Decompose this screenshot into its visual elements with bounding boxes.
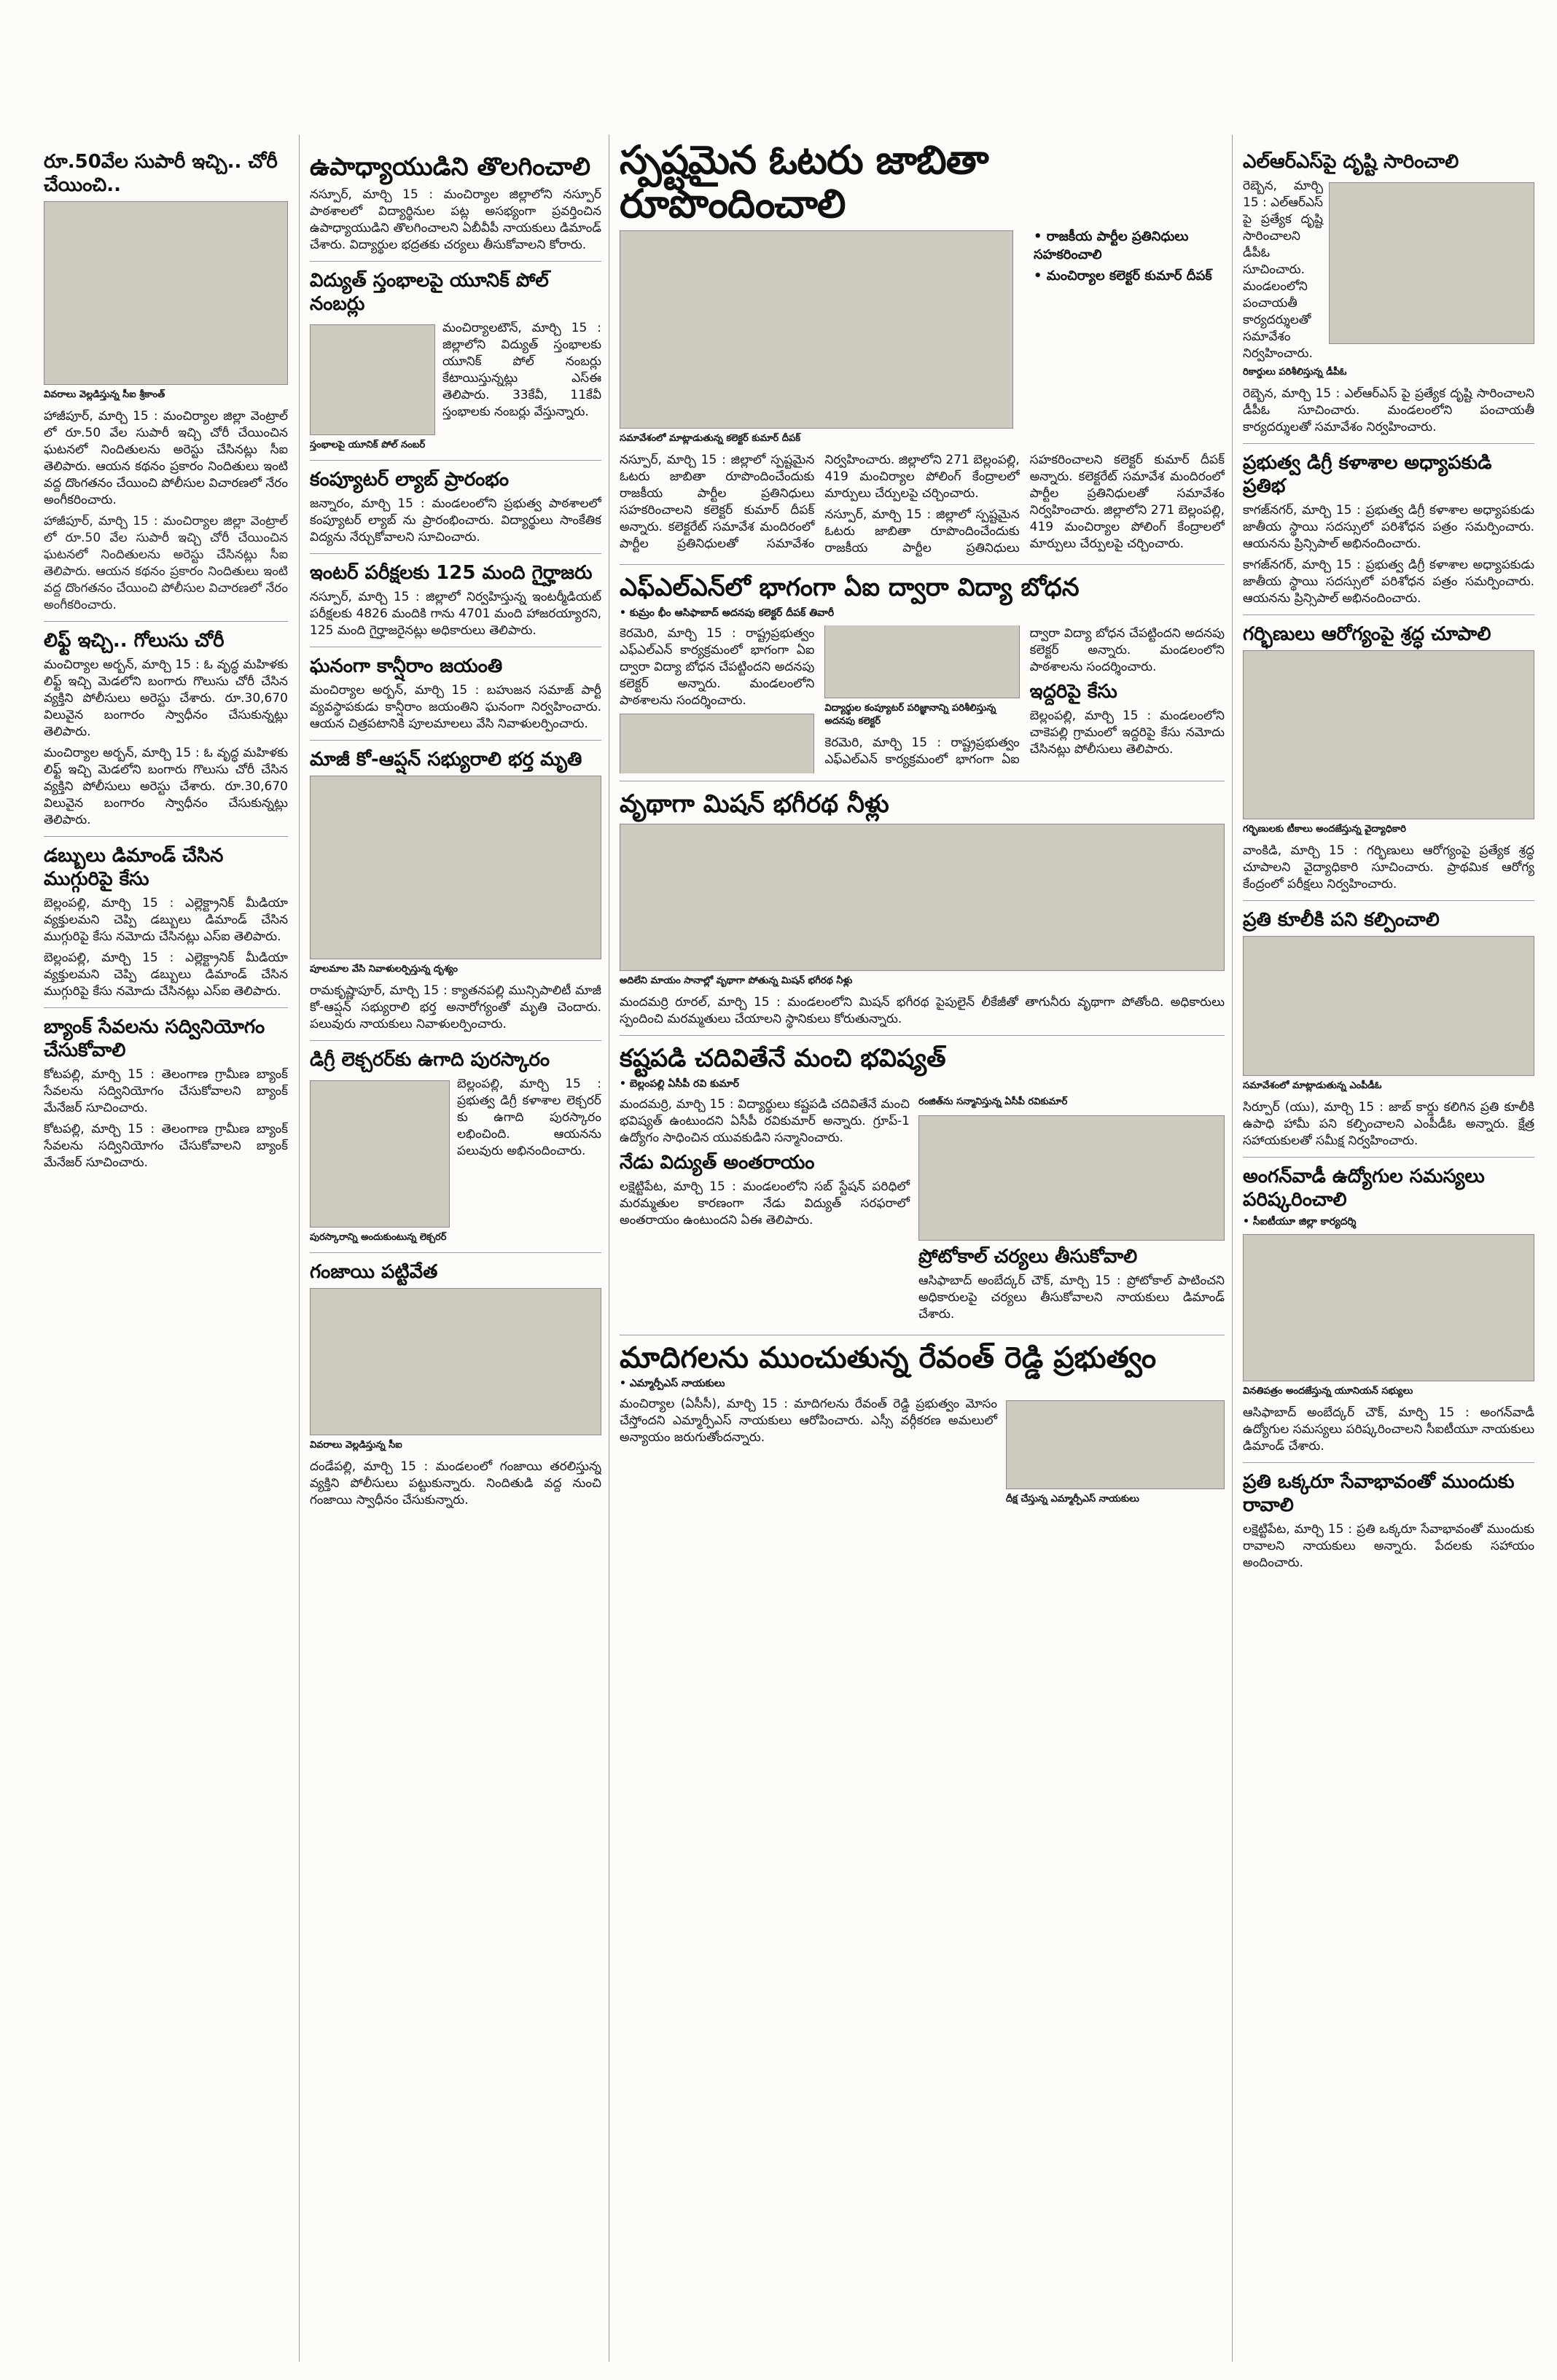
divider: [44, 621, 288, 622]
column-1: [44, 146, 288, 2358]
photo-caption: సమావేశంలో మాట్లాడుతున్న ఎంపీడీఓ: [1243, 1080, 1382, 1091]
photo-caption: వివరాలు వెల్లడిస్తున్న సీఐ: [310, 1440, 402, 1451]
headline: ప్రభుత్వ డిగ్రీ కళాశాల అధ్యాపకుడి ప్రతిభ: [1243, 452, 1492, 497]
divider: [620, 564, 1225, 565]
divider: [44, 836, 288, 837]
article-text: జన్నారం, మార్చి 15 : మండలంలోని ప్రభుత్వ పాఠశాలలో కంప్యూటర్ ల్యాబ్ ను ప్రారంభించారు. విద్యార్థులు సాంకేతిక విద్యను నేర్చుకోవాలని సూచించారు.: [310, 496, 601, 545]
headline: ఘనంగా కాన్షీరాం జయంతి: [310, 655, 503, 677]
news-photo: [310, 1288, 601, 1435]
headline: డబ్బులు డిమాండ్ చేసిన ముగ్గురిపై కేసు: [44, 845, 224, 890]
headline: లిఫ్ట్ ఇచ్చి.. గోలుసు చోరీ: [44, 630, 225, 652]
headline: మాజీ కో-ఆప్షన్ సభ్యురాలి భర్త మృతి: [310, 749, 582, 770]
photo-caption: రంజిత్‌ను సన్మానిస్తున్న ఏసీపీ రవికుమార్: [918, 1096, 1068, 1108]
photo-caption: సమావేశంలో మాట్లాడుతున్న కలెక్టర్ కుమార్ దీపక్: [620, 433, 800, 444]
news-photo: [310, 1080, 450, 1228]
byline: • బెల్లంపల్లి ఏసీపీ రవి కుమార్: [620, 1078, 739, 1090]
photo-caption: పురస్కారాన్ని అందుకుంటున్న లెక్చరర్: [310, 1232, 447, 1243]
news-photo: [1006, 1400, 1225, 1489]
news-photo: [1329, 182, 1534, 344]
column-4: [1243, 146, 1534, 2358]
news-photo: [918, 1115, 1225, 1241]
article-text: మంచిర్యాల అర్బన్, మార్చి 15 : ఓ వృద్ధ మహిళకు లిఫ్ట్ ఇచ్చి మెడలోని బంగారు గొలుసు చోరీ చేసిన వ్యక్తిని పోలీసులు అరెస్టు చేశారు. రూ.30,670 విలువైన బంగారం స్వాధీనం చేసుకున్నట్లు తెలిపారు.: [44, 746, 288, 827]
article-text: కాగజ్‌నగర్, మార్చి 15 : ప్రభుత్వ డిగ్రీ కళాశాల అధ్యాపకుడు జాతీయ స్థాయి సదస్సులో పరిశోధన పత్రం సమర్పించారు. ఆయనను ప్రిన్సిపాల్ అభినందించారు.: [1243, 503, 1534, 551]
article-text: మంచిర్యాలటౌన్, మార్చి 15 : జిల్లాలోని విద్యుత్ స్తంభాలకు యూనిక్ పోల్ నంబర్లు కేటాయిస్తున్నట్లు ఎస్ఈ తెలిపారు. 33కేవీ, 11కేవీ స్తంభాలకు నంబర్లు వేస్తున్నారు.: [442, 321, 601, 419]
article-text: నస్పూర్, మార్చి 15 : మంచిర్యాల జిల్లాలోని నస్పూర్ పాఠశాలలో విద్యార్థినుల పట్ల అసభ్యంగా ప్రవర్తించిన ఉపాధ్యాయుడిని తొలగించాలని ఏబీవీపీ నాయకులు డిమాండ్ చేశారు. విద్యార్థుల భద్రతకు చర్యలు తీసుకోవాలని కోరారు.: [310, 187, 601, 252]
headline: ఉపాధ్యాయుడిని తొలగించాలి: [310, 152, 591, 182]
news-photo: [620, 230, 1013, 429]
photo-caption: దీక్ష చేస్తున్న ఎమ్మార్పీఎస్ నాయకులు: [1006, 1494, 1139, 1505]
article-text: మంచిర్యాల అర్బన్, మార్చి 15 : ఓ వృద్ధ మహిళకు లిఫ్ట్ ఇచ్చి మెడలోని బంగారు గొలుసు చోరీ చేసిన వ్యక్తిని పోలీసులు అరెస్టు చేశారు. రూ.30,670 విలువైన బంగారం స్వాధీనం చేసుకున్నట్లు తెలిపారు.: [44, 658, 288, 739]
article-text: వాంకిడి, మార్చి 15 : గర్భిణులు ఆరోగ్యంపై ప్రత్యేక శ్రద్ధ చూపాలని వైద్యాధికారి సూచించారు. ప్రాథమిక ఆరోగ్య కేంద్రంలో పరీక్షలు నిర్వహించారు.: [1243, 843, 1534, 891]
article-text: కోటపల్లి, మార్చి 15 : తెలంగాణ గ్రామీణ బ్యాంక్ సేవలను సద్వినియోగం చేసుకోవాలని బ్యాంక్ మేనేజర్ సూచించారు.: [44, 1067, 288, 1115]
divider: [310, 460, 601, 461]
article-text: హాజీపూర్, మార్చి 15 : మంచిర్యాల జిల్లా వెంట్రాల్ లో రూ.50 వేల సుపారీ ఇచ్చి చోరీ చేయించిన ఘటనలో నిందితులను అరెస్టు చేసినట్లు సీఐ తెలిపారు. ఆయన కథనం ప్రకారం నిందితులు ఇంటి వద్ద దొంగతనం చేయించి పోలీసుల విచారణలో నేరం అంగీకరించారు.: [44, 514, 288, 612]
article-text: సిర్పూర్ (యు), మార్చి 15 : జాబ్ కార్డు కలిగిన ప్రతి కూలీకి ఉపాధి హామీ పని కల్పించాలని ఎంపీడీఓ అన్నారు. క్షేత్ర సహాయకులతో సమీక్ష నిర్వహించారు.: [1243, 1100, 1534, 1148]
divider: [310, 1040, 601, 1041]
headline: ఇద్దరిపై కేసు: [1029, 681, 1117, 703]
headline: ఇంటర్ పరీక్షలకు 125 మంది గైర్హాజరు: [310, 562, 593, 584]
headline: నేడు విద్యుత్ అంతరాయం: [620, 1152, 815, 1174]
divider: [1243, 1157, 1534, 1158]
divider: [310, 740, 601, 741]
news-photo: [44, 201, 288, 385]
news-photo: [310, 776, 601, 959]
headline: డిగ్రీ లెక్చరర్‌కు ఉగాది పురస్కారం: [310, 1049, 550, 1071]
article-text: బెల్లంపల్లి, మార్చి 15 : మండలంలోని చాకెపల్లి గ్రామంలో ఇద్దరిపై కేసు నమోదు చేసినట్లు పోలీసులు తెలిపారు.: [1029, 709, 1225, 757]
photo-caption: పూలమాల వేసి నివాళులర్పిస్తున్న దృశ్యం: [310, 964, 458, 975]
subhead-bullet: • మంచిర్యాల కలెక్టర్ కుమార్ దీపక్: [1034, 268, 1212, 284]
column-rule: [299, 135, 300, 2362]
divider: [1243, 443, 1534, 444]
article-text: రెబ్బెన, మార్చి 15 : ఎల్ఆర్ఎస్ పై ప్రత్యేక దృష్టి సారించాలని డీపీఓ సూచించారు. మండలంలోని పంచాయతీ కార్యదర్శులతో సమావేశం నిర్వహించారు.: [1243, 386, 1534, 434]
article-text: ఆసిఫాబాద్ అంబేద్కర్ చౌక్, మార్చి 15 : ప్రోటోకాల్ పాటించని అధికారులపై చర్యలు తీసుకోవాలని నాయకులు డిమాండ్ చేశారు.: [918, 1273, 1225, 1322]
headline: ప్రతి కూలీకి పని కల్పించాలి: [1243, 909, 1440, 931]
article-text: ఆసిఫాబాద్ అంబేద్కర్ చౌక్, మార్చి 15 : అంగన్‌వాడీ ఉద్యోగుల సమస్యలు పరిష్కరించాలని సీఐటీయూ నాయకులు డిమాండ్ చేశారు.: [1243, 1405, 1534, 1454]
article-text: లక్షెట్టిపేట, మార్చి 15 : మండలంలోని సబ్ స్టేషన్ పరిధిలో మరమ్మతుల కారణంగా నేడు విద్యుత్ సరఫరాలో అంతరాయం ఉంటుందని ఏఈ తెలిపారు.: [620, 1179, 910, 1228]
article-text: కెరమెరి, మార్చి 15 : రాష్ట్రప్రభుత్వం ఎఫ్ఎల్ఎన్ కార్యక్రమంలో భాగంగా ఏఐ ద్వారా విద్యా బోధన చేపట్టిందని అదనపు కలెక్టర్ అన్నారు. మండలంలోని పాఠశాలను సందర్శించారు.: [824, 626, 1225, 767]
article-text: హాజీపూర్, మార్చి 15 : మంచిర్యాల జిల్లా వెంట్రాల్ లో రూ.50 వేల సుపారీ ఇచ్చి చోరీ చేయించిన ఘటనలో నిందితులను అరెస్టు చేసినట్లు సీఐ తెలిపారు. ఆయన కథనం ప్రకారం నిందితులు ఇంటి వద్ద దొంగతనం చేయించి పోలీసుల విచారణలో నేరం అంగీకరించారు.: [44, 409, 288, 507]
headline: కష్టపడి చదివితేనే మంచి భవిష్యత్: [620, 1044, 946, 1074]
byline: • ఎమ్మార్పీఎస్ నాయకులు: [620, 1378, 725, 1390]
article-text: రామకృష్ణాపూర్, మార్చి 15 : క్యాతనపల్లి మున్సిపాలిటీ మాజీ కో-ఆప్షన్ సభ్యురాలి భర్త అనారోగ్యంతో మృతి చెందారు. పలువురు నాయకులు నివాళులర్పించారు.: [310, 983, 601, 1031]
news-photo: [1243, 650, 1534, 819]
column-rule: [1232, 135, 1233, 2362]
divider: [310, 1252, 601, 1253]
headline: రూ.50వేల సుపారీ ఇచ్చి.. చోరీ చేయించి..: [44, 151, 278, 196]
article-text: నస్పూర్, మార్చి 15 : జిల్లాలో స్పష్టమైన ఓటరు జాబితా రూపొందించేందుకు రాజకీయ పార్టీల ప్రతినిధులు సహకరించాలని కలెక్టర్ కుమార్ దీపక్ అన్నారు. కలెక్టరేట్ సమావేశ మందిరంలో పార్టీల ప్రతినిధులతో సమావేశం నిర్వహించారు. జిల్లాలోని 271 బెల్లంపల్లి, 419 మంచిర్యాల పోలింగ్ కేంద్రాలలో మార్పులు చేర్పులపై చర్చించారు.: [620, 453, 1020, 551]
divider: [1243, 614, 1534, 615]
article-text: రెబ్బెన, మార్చి 15 : ఎల్ఆర్ఎస్ పై ప్రత్యేక దృష్టి సారించాలని డీపీఓ సూచించారు. మండలంలోని పంచాయతీ కార్యదర్శులతో సమావేశం నిర్వహించారు.: [1243, 179, 1323, 361]
article-text: దండేపల్లి, మార్చి 15 : మండలంలో గంజాయి తరలిస్తున్న వ్యక్తిని పోలీసులు పట్టుకున్నారు. నిందితుడి వద్ద నుంచి గంజాయి స్వాధీనం చేసుకున్నారు.: [310, 1459, 601, 1507]
headline: గర్భిణులు ఆరోగ్యంపై శ్రద్ధ చూపాలి: [1243, 623, 1491, 645]
divider: [44, 1007, 288, 1008]
photo-caption: విద్యార్థుల కంప్యూటర్ పరిజ్ఞానాన్ని పరిశీలిస్తున్న అదనపు కలెక్టర్: [824, 702, 996, 727]
headline: మాదిగలను ముంచుతున్న రేవంత్ రెడ్డి ప్రభుత్వం: [620, 1341, 1157, 1376]
headline: విద్యుత్ స్తంభాలపై యూనిక్ పోల్ నంబర్లు: [310, 270, 549, 315]
article-text: నస్పూర్, మార్చి 15 : జిల్లాలో నిర్వహిస్తున్న ఇంటర్మీడియట్ పరీక్షలకు 4826 మందికి గాను 4701 మంది హాజరయ్యారని, 125 మంది గైర్హాజరైనట్లు అధికారులు తెలిపారు.: [310, 590, 601, 638]
headline: వృథాగా మిషన్ భగీరథ నీళ్లు: [620, 789, 889, 819]
lead-headline: స్పష్టమైన ఓటరు జాబితా రూపొందించాలి: [620, 138, 988, 227]
article-text: బెల్లంపల్లి, మార్చి 15 : ఎల్లెక్ట్రానిక్ మీడియా వ్యక్తులమని చెప్పి డబ్బులు డిమాండ్ చేసిన ముగ్గురిపై కేసు నమోదు చేసినట్లు ఎస్ఐ తెలిపారు.: [44, 896, 288, 944]
photo-caption: రికార్డులు పరిశీలిస్తున్న డీపీఓ: [1243, 367, 1347, 378]
headline: అంగన్‌వాడీ ఉద్యోగుల సమస్యలు పరిష్కరించాలి: [1243, 1166, 1485, 1211]
divider: [310, 261, 601, 262]
divider: [1243, 900, 1534, 901]
column-2: [310, 146, 601, 2358]
photo-caption: అదిలేని మాయం సానాల్లో వృథాగా పోతున్న మిషన్ భగీరథ నీళ్లు: [620, 975, 853, 987]
headline: కంప్యూటర్ ల్యాబ్ ప్రారంభం: [310, 469, 510, 491]
headline: ఎల్ఆర్ఎస్‌పై దృష్టి సారించాలి: [1243, 151, 1459, 173]
article-text: బెల్లంపల్లి, మార్చి 15 : ప్రభుత్వ డిగ్రీ కళాశాల లెక్చరర్ కు ఉగాది పురస్కారం లభించింది. ఆయనను పలువురు అభినందించారు.: [457, 1077, 601, 1158]
news-photo: [310, 324, 435, 435]
photo-caption: గర్భిణులకు టీకాలు అందజేస్తున్న వైద్యాధికారి: [1243, 824, 1406, 835]
news-photo: [620, 824, 1225, 971]
article-text: మందమర్రి, మార్చి 15 : విద్యార్థులు కష్టపడి చదివితేనే మంచి భవిష్యత్ ఉంటుందని ఏసీపీ రవికుమార్ అన్నారు. గ్రూప్-1 ఉద్యోగం సాధించిన యువకుడిని సన్మానించారు.: [620, 1097, 910, 1146]
photo-caption: వివరాలు వెల్లడిస్తున్న సీఐ శ్రీకాంత్: [44, 389, 165, 400]
article-text: నస్పూర్, మార్చి 15 : జిల్లాలో స్పష్టమైన ఓటరు జాబితా రూపొందించేందుకు రాజకీయ పార్టీల ప్రతినిధులు సహకరించాలని కలెక్టర్ కుమార్ దీపక్ అన్నారు. కలెక్టరేట్ సమావేశ మందిరంలో పార్టీల ప్రతినిధులతో సమావేశం నిర్వహించారు. జిల్లాలోని 271 బెల్లంపల్లి, 419 మంచిర్యాల పోలింగ్ కేంద్రాలలో మార్పులు చేర్పులపై చర్చించారు.: [824, 453, 1225, 555]
column-3: [620, 138, 1225, 2358]
article-text: బెల్లంపల్లి, మార్చి 15 : ఎల్లెక్ట్రానిక్ మీడియా వ్యక్తులమని చెప్పి డబ్బులు డిమాండ్ చేసిన ముగ్గురిపై కేసు నమోదు చేసినట్లు ఎస్ఐ తెలిపారు.: [44, 951, 288, 999]
headline: గంజాయి పట్టివేత: [310, 1261, 438, 1283]
divider: [620, 1035, 1225, 1036]
subhead-bullet: • రాజకీయ పార్టీల ప్రతినిధులు సహకరించాలి: [1034, 229, 1189, 262]
headline: ఎఫ్ఎల్ఎన్‌లో భాగంగా ఏఐ ద్వారా విద్యా బోధన: [620, 573, 1080, 602]
headline: ప్రోటోకాల్ చర్యలు తీసుకోవాలి: [918, 1246, 1138, 1268]
article-text: కోటపల్లి, మార్చి 15 : తెలంగాణ గ్రామీణ బ్యాంక్ సేవలను సద్వినియోగం చేసుకోవాలని బ్యాంక్ మేనేజర్ సూచించారు.: [44, 1122, 288, 1170]
news-photo: [1243, 936, 1534, 1076]
headline: ప్రతి ఒక్కరూ సేవాభావంతో ముందుకు రావాలి: [1243, 1471, 1515, 1516]
article-text: మంచిర్యాల (ఏసీసీ), మార్చి 15 : మాదిగలను రేవంత్ రెడ్డి ప్రభుత్వం మోసం చేస్తోందని ఎమ్మార్పీఎస్ నాయకులు ఆరోపించారు. ఎస్సీ వర్గీకరణ అమలులో అన్యాయం జరుగుతోందన్నారు.: [620, 1397, 997, 1445]
article-text: లక్షెట్టిపేట, మార్చి 15 : ప్రతి ఒక్కరూ సేవాభావంతో ముందుకు రావాలని నాయకులు అన్నారు. పేదలకు సహాయం అందించారు.: [1243, 1522, 1534, 1570]
divider: [1243, 1462, 1534, 1463]
article-text: మంచిర్యాల అర్బన్, మార్చి 15 : బహుజన సమాజ్ పార్టీ వ్యవస్థాపకుడు కాన్షీరాం జయంతిని ఘనంగా నిర్వహించారు. ఆయన చిత్రపటానికి పూలమాలలు వేసి నివాళులర్పించారు.: [310, 683, 601, 731]
byline: • కుమ్రం భీం ఆసిఫాబాద్ అదనపు కలెక్టర్ దీపక్ తివారీ: [620, 607, 835, 619]
article-text: కెరమెరి, మార్చి 15 : రాష్ట్రప్రభుత్వం ఎఫ్ఎల్ఎన్ కార్యక్రమంలో భాగంగా ఏఐ ద్వారా విద్యా బోధన చేపట్టిందని అదనపు కలెక్టర్ అన్నారు. మండలంలోని పాఠశాలను సందర్శించారు.: [620, 626, 815, 708]
article-text: కాగజ్‌నగర్, మార్చి 15 : ప్రభుత్వ డిగ్రీ కళాశాల అధ్యాపకుడు జాతీయ స్థాయి సదస్సులో పరిశోధన పత్రం సమర్పించారు. ఆయనను ప్రిన్సిపాల్ అభినందించారు.: [1243, 558, 1534, 606]
divider: [310, 553, 601, 554]
byline: • సీఐటీయూ జిల్లా కార్యదర్శి: [1243, 1216, 1357, 1228]
article-text: మందమర్రి రూరల్, మార్చి 15 : మండలంలోని మిషన్ భగీరథ పైపులైన్ లీకేజీతో తాగునీరు వృథాగా పోతోంది. అధికారులు స్పందించి మరమ్మతులు చేయాలని స్థానికులు కోరుతున్నారు.: [620, 995, 1225, 1027]
photo-caption: స్తంభాలపై యూనిక్ పోల్ నంబర్: [310, 440, 426, 450]
headline: బ్యాంక్ సేవలను సద్వినియోగం చేసుకోవాలి: [44, 1016, 265, 1061]
news-photo: [1243, 1234, 1534, 1381]
photo-caption: వినతిపత్రం అందజేస్తున్న యూనియన్ సభ్యులు: [1243, 1386, 1413, 1397]
